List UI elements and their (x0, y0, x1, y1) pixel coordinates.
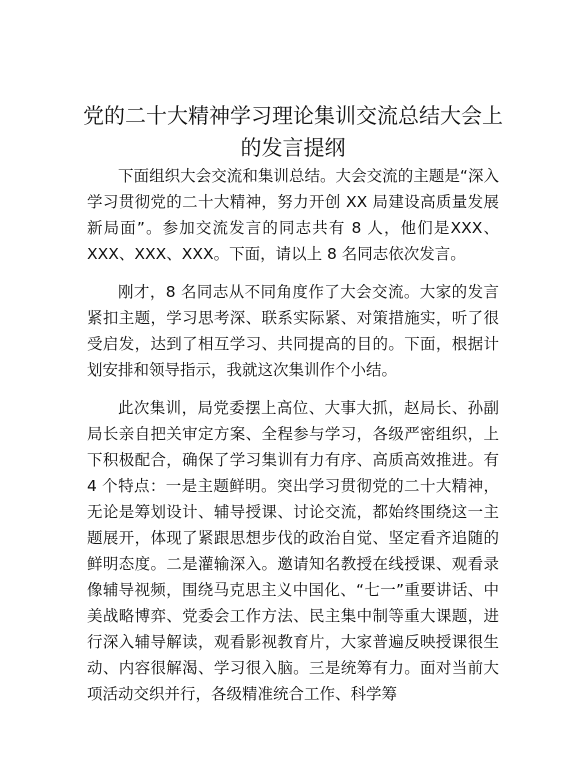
document-title (70, 100, 516, 164)
paragraph-3: 此次集训，局党委摆上高位、大事大抓，赵局长、孙副局长亲自把关审定方案、全程参与学习，各级严密组织，上下积极配合，确保了学习集训有力有序、高质高效推进。有 4 个特点：一是主题鲜明。突出学习贯彻党的二十大精神，无论是筹划设计、辅导授课、讨论交流，都始终围绕这一主题展开，体现了紧跟思想步伐的政治自觉、坚定看齐追随的鲜明态度。二是灌输深入。邀请知名教授在线授课、观看录像辅导视频，围绕马克思主义中国化、“七一”重要讲话、中美战略博弈、党委会工作方法、民主集中制等重大课题，进行深入辅导解读，观看影视教育片，大家普遍反映授课很生动、内容很解渴、学习很入脑。三是统筹有力。面对当前大项活动交织并行，各级精准统合工作、科学筹 (87, 399, 499, 703)
title-line-1: 党的二十大精神学习理论集训交流总结大会上 (83, 104, 503, 128)
paragraph-1: 下面组织大会交流和集训总结。大会交流的主题是“深入学习贯彻党的二十大精神，努力开创 XX 局建设高质量发展新局面”。参加交流发言的同志共有 8 人，他们是XXX、XXX、XXX、XXX。下面，请以上 8 名同志依次发言。 (87, 167, 499, 263)
title-line-2: 的发言提纲 (240, 136, 346, 160)
paragraph-2: 刚才，8 名同志从不同角度作了大会交流。大家的发言紧扣主题，学习思考深、联系实际紧、对策措施实，听了很受启发，达到了相互学习、共同提高的目的。下面，根据计划安排和领导指示，我就这次集训作个小结。 (87, 283, 499, 379)
document-body (87, 163, 499, 719)
